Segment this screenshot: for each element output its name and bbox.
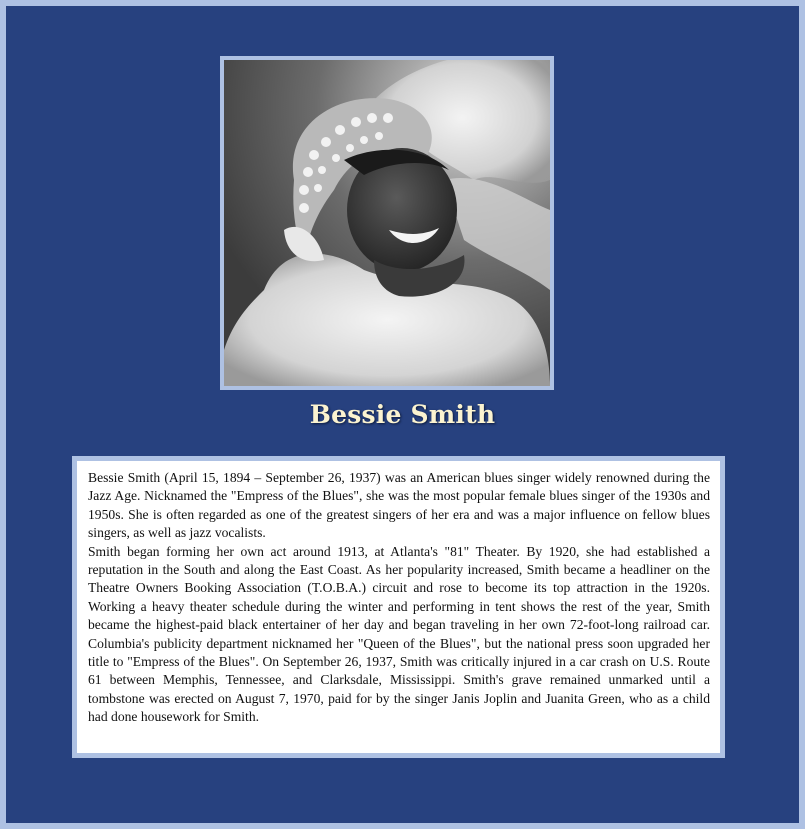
portrait-photo (224, 60, 550, 386)
page-frame (6, 6, 799, 823)
page-title: Bessie Smith (309, 400, 496, 429)
biography-paragraph-2: Smith began forming her own act around 1913, at Atlanta's "81" Theater. By 1920, she had established a reputation in the South and along the East Coast. As her popularity increased, Smith became a headliner on the Theatre Owners Booking Association (T.O.B.A.) circuit and rose to become its top attraction in the 1920s. Working a heavy theater schedule during the winter and performing in tent shows the rest of the year, Smith became the highest-paid black entertainer of her day and began traveling in her own 72-foot-long railroad car. Columbia's publicity department nicknamed her "Queen of the Blues", but the national press soon upgraded her title to "Empress of the Blues". On September 26, 1937, Smith was critically injured in a car crash on U.S. Route 61 between Memphis, Tennessee, and Clarksdale, Mississippi. Smith's grave remained unmarked until a tombstone was erected on August 7, 1970, paid for by the singer Janis Joplin and Juanita Green, who as a child had done housework for Smith. (88, 543, 710, 725)
biography-panel-frame (72, 456, 725, 758)
portrait-frame (220, 56, 554, 390)
biography-panel (77, 461, 720, 753)
biography-paragraph-1: Bessie Smith (April 15, 1894 – September 26, 1937) was an American blues singer widely renowned during the Jazz Age. Nicknamed the "Empress of the Blues", she was the most popular female blues singer of the 1930s and 1950s. She is often regarded as one of the greatest singers of her era and was a major influence on fellow blues singers, as well as jazz vocalists. (88, 470, 710, 541)
portrait-image (224, 60, 550, 386)
